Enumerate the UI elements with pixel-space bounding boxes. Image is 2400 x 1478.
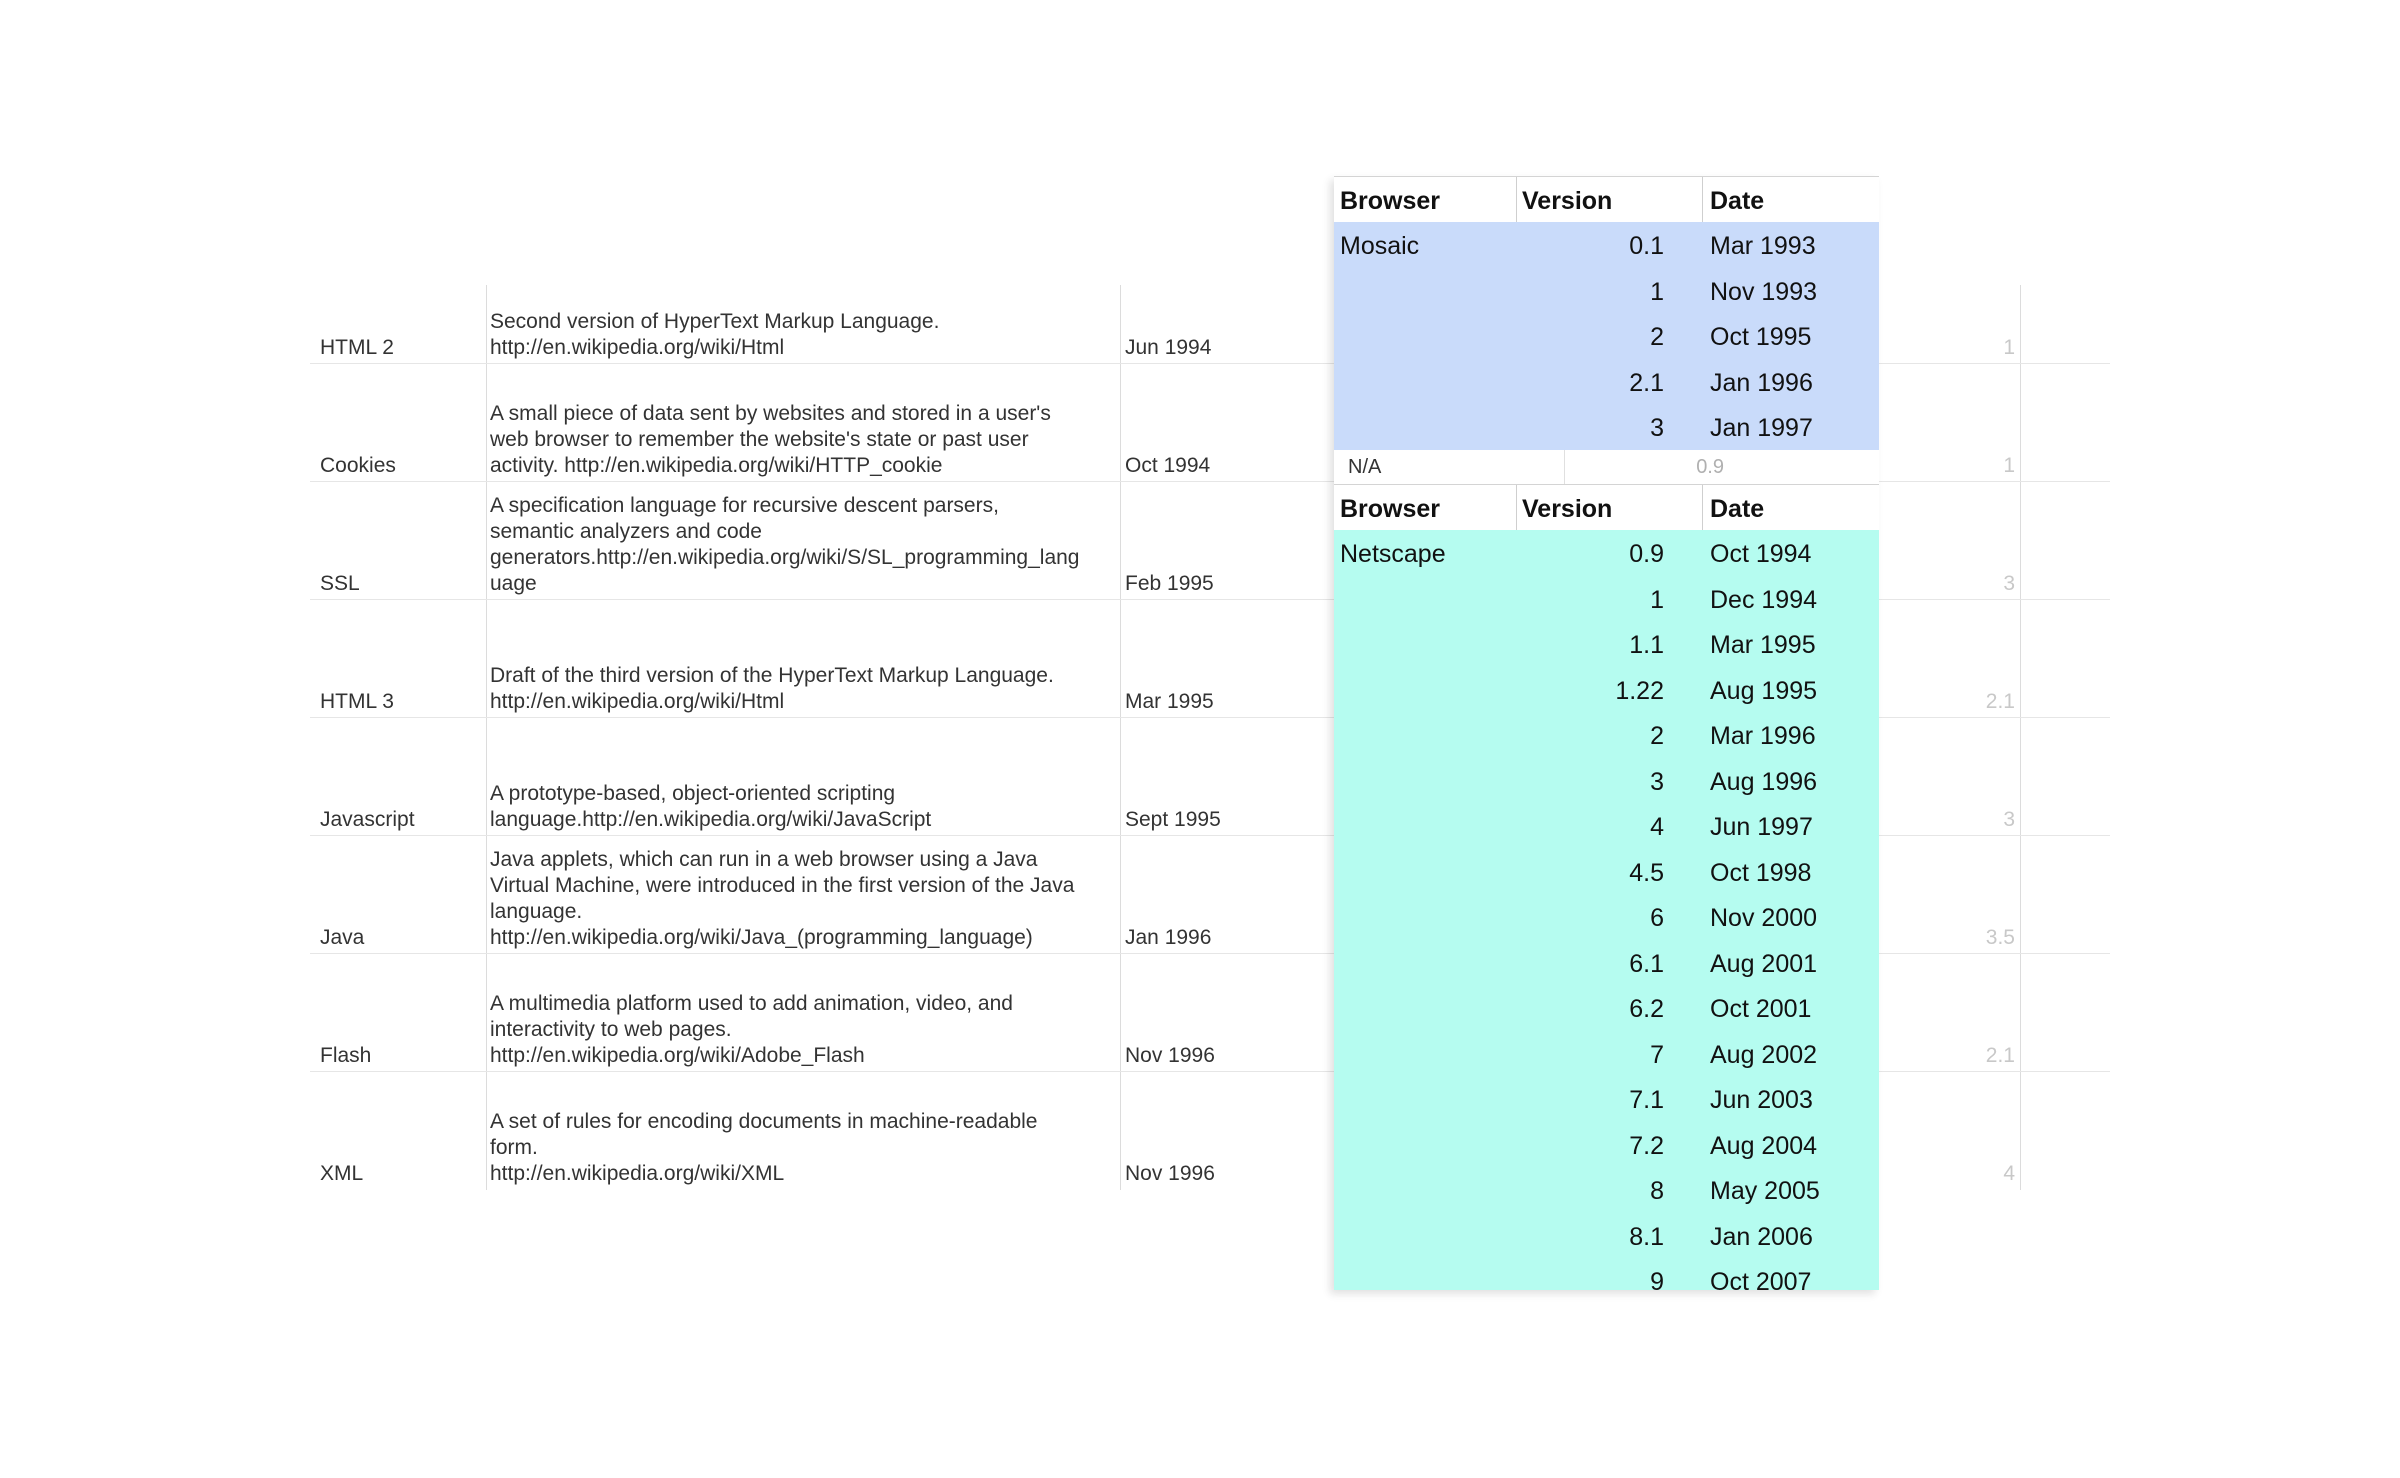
browser-date: Oct 1998 <box>1710 858 1812 887</box>
browser-date: May 2005 <box>1710 1177 1820 1205</box>
browser-date: Nov 2000 <box>1710 904 1818 932</box>
browser-row[interactable] <box>1334 222 1879 268</box>
browser-date: Aug 2002 <box>1710 1040 1818 1069</box>
browser-date: Jun 1997 <box>1710 813 1813 841</box>
browser-row[interactable] <box>1334 667 1879 713</box>
browser-version: 6.2 <box>1629 995 1664 1023</box>
browser-date: Aug 2001 <box>1710 949 1818 978</box>
tech-description: A small piece of data sent by websites and stored in a user's web browser to remember the website's state or past user activity. http://en.wikipedia.org/wiki/HTTP_cookie <box>490 402 1051 477</box>
browser-version: 0.1 <box>1629 232 1664 260</box>
browser-row[interactable] <box>1334 758 1879 804</box>
browser-version: 6.1 <box>1629 949 1664 978</box>
browser-row[interactable] <box>1334 1258 1879 1296</box>
browser-row[interactable] <box>1334 1213 1879 1259</box>
tech-name: Cookies <box>320 454 396 477</box>
tech-version: 3 <box>2003 572 2015 595</box>
mosaic-block <box>1334 222 1879 450</box>
tech-date: Oct 1994 <box>1125 454 1211 477</box>
browser-version: 1 <box>1650 277 1664 306</box>
browser-row[interactable] <box>1334 894 1879 940</box>
date-column-header[interactable]: Date <box>1710 495 1765 523</box>
browser-version: 2 <box>1650 323 1664 351</box>
browser-name: Netscape <box>1340 540 1446 568</box>
browser-date: Mar 1995 <box>1710 631 1816 659</box>
browser-name: Mosaic <box>1340 232 1420 260</box>
tech-name: SSL <box>320 572 360 595</box>
tech-name: XML <box>320 1162 364 1185</box>
browser-row[interactable] <box>1334 313 1879 359</box>
tech-description: Java applets, which can run in a web browser using a Java Virtual Machine, were introduced in the first version of the Java language. http://en.wikipedia.org/wiki/Java_(programming_language) <box>490 848 1075 949</box>
browser-version: 8.1 <box>1629 1222 1664 1251</box>
column-separator <box>1516 177 1517 223</box>
na-version: 0.9 <box>1696 456 1724 478</box>
tech-description: A set of rules for encoding documents in machine-readable form. http://en.wikipedia.org/wiki/XML <box>490 1110 1038 1185</box>
browser-version: 2.1 <box>1629 368 1664 397</box>
browser-date: Oct 1994 <box>1710 540 1812 568</box>
tech-description: Second version of HyperText Markup Language. http://en.wikipedia.org/wiki/Html <box>490 310 940 359</box>
browser-date: Aug 1996 <box>1710 767 1818 796</box>
browser-date: Jan 2006 <box>1710 1222 1813 1251</box>
browser-date: Mar 1993 <box>1710 232 1816 260</box>
browser-date: Dec 1994 <box>1710 585 1818 614</box>
column-separator <box>1516 485 1517 531</box>
version-column-header[interactable]: Version <box>1522 187 1613 215</box>
browser-row[interactable] <box>1334 530 1879 576</box>
browser-version: 7 <box>1650 1040 1664 1069</box>
browser-date: Nov 1993 <box>1710 277 1818 306</box>
tech-date: Nov 1996 <box>1125 1162 1215 1185</box>
tech-version: 2.1 <box>1985 690 2015 713</box>
browser-row[interactable] <box>1334 985 1879 1031</box>
tech-date: Mar 1995 <box>1125 690 1214 713</box>
tech-version: 1 <box>2003 336 2015 359</box>
browser-version: 1.1 <box>1629 631 1664 659</box>
tech-date: Feb 1995 <box>1125 572 1214 595</box>
browser-row[interactable] <box>1334 621 1879 667</box>
browser-date: Oct 2007 <box>1710 1268 1812 1296</box>
browser-row[interactable] <box>1334 1122 1879 1168</box>
tech-description: Draft of the third version of the HyperText Markup Language. http://en.wikipedia.org/wiki/Html <box>490 664 1054 713</box>
browser-version: 7.2 <box>1629 1131 1664 1160</box>
browser-version-table <box>1334 176 1879 1296</box>
tech-description: A prototype-based, object-oriented scripting language.http://en.wikipedia.org/wiki/JavaScript <box>490 782 932 831</box>
browser-date: Oct 1995 <box>1710 323 1812 351</box>
browser-date: Jan 1997 <box>1710 414 1813 442</box>
mosaic-header-row <box>1334 176 1879 225</box>
na-row[interactable] <box>1334 450 1879 484</box>
tech-date: Nov 1996 <box>1125 1044 1215 1067</box>
tech-version: 2.1 <box>1985 1044 2015 1067</box>
browser-version: 1.22 <box>1615 676 1664 705</box>
browser-row[interactable] <box>1334 359 1879 405</box>
column-separator <box>1702 177 1703 223</box>
browser-date: Oct 2001 <box>1710 995 1812 1023</box>
tech-date: Jan 1996 <box>1125 926 1212 949</box>
browser-version: 0.9 <box>1629 540 1664 568</box>
tech-description: A specification language for recursive descent parsers, semantic analyzers and code generators.http://en.wikipedia.org/wiki/S/SL_programming_lang uage <box>490 494 1080 595</box>
browser-version: 3 <box>1650 767 1664 796</box>
netscape-block <box>1334 530 1879 1296</box>
tech-name: Java <box>320 926 365 949</box>
browser-row[interactable] <box>1334 1076 1879 1122</box>
tech-date: Sept 1995 <box>1125 808 1221 831</box>
tech-version: 3.5 <box>1985 926 2015 949</box>
browser-version: 9 <box>1650 1268 1664 1296</box>
browser-version: 6 <box>1650 904 1664 932</box>
column-separator <box>1702 485 1703 531</box>
browser-version: 4.5 <box>1629 858 1664 887</box>
column-separator <box>1564 450 1565 484</box>
na-browser: N/A <box>1348 456 1382 478</box>
tech-version: 4 <box>2003 1162 2015 1185</box>
browser-row[interactable] <box>1334 1167 1879 1213</box>
date-column-header[interactable]: Date <box>1710 187 1765 215</box>
browser-version: 7.1 <box>1629 1086 1664 1114</box>
browser-version: 3 <box>1650 414 1664 442</box>
tech-name: Flash <box>320 1044 372 1067</box>
browser-row[interactable] <box>1334 803 1879 849</box>
tech-name: HTML 3 <box>320 690 394 713</box>
tech-description: A multimedia platform used to add animation, video, and interactivity to web pages. http://en.wikipedia.org/wiki/Adobe_Flash <box>490 992 1013 1067</box>
browser-row[interactable] <box>1334 576 1879 622</box>
browser-row[interactable] <box>1334 940 1879 986</box>
browser-row[interactable] <box>1334 268 1879 314</box>
browser-row[interactable] <box>1334 404 1879 450</box>
browser-version: 8 <box>1650 1177 1664 1205</box>
tech-version: 3 <box>2003 808 2015 831</box>
tech-name: Javascript <box>320 808 415 831</box>
tech-version: 1 <box>2003 454 2015 477</box>
browser-date: Aug 2004 <box>1710 1131 1818 1160</box>
browser-column-header[interactable]: Browser <box>1340 495 1441 523</box>
browser-date: Mar 1996 <box>1710 722 1816 750</box>
browser-row[interactable] <box>1334 849 1879 895</box>
browser-version: 4 <box>1650 813 1664 841</box>
browser-date: Jun 2003 <box>1710 1086 1813 1114</box>
tech-date: Jun 1994 <box>1125 336 1212 359</box>
browser-date: Jan 1996 <box>1710 368 1813 397</box>
browser-version: 2 <box>1650 722 1664 750</box>
browser-date: Aug 1995 <box>1710 676 1818 705</box>
netscape-header-row <box>1334 484 1879 533</box>
browser-version: 1 <box>1650 585 1664 614</box>
version-column-header[interactable]: Version <box>1522 495 1613 523</box>
browser-row[interactable] <box>1334 712 1879 758</box>
browser-column-header[interactable]: Browser <box>1340 187 1441 215</box>
browser-row[interactable] <box>1334 1031 1879 1077</box>
tech-name: HTML 2 <box>320 336 394 359</box>
